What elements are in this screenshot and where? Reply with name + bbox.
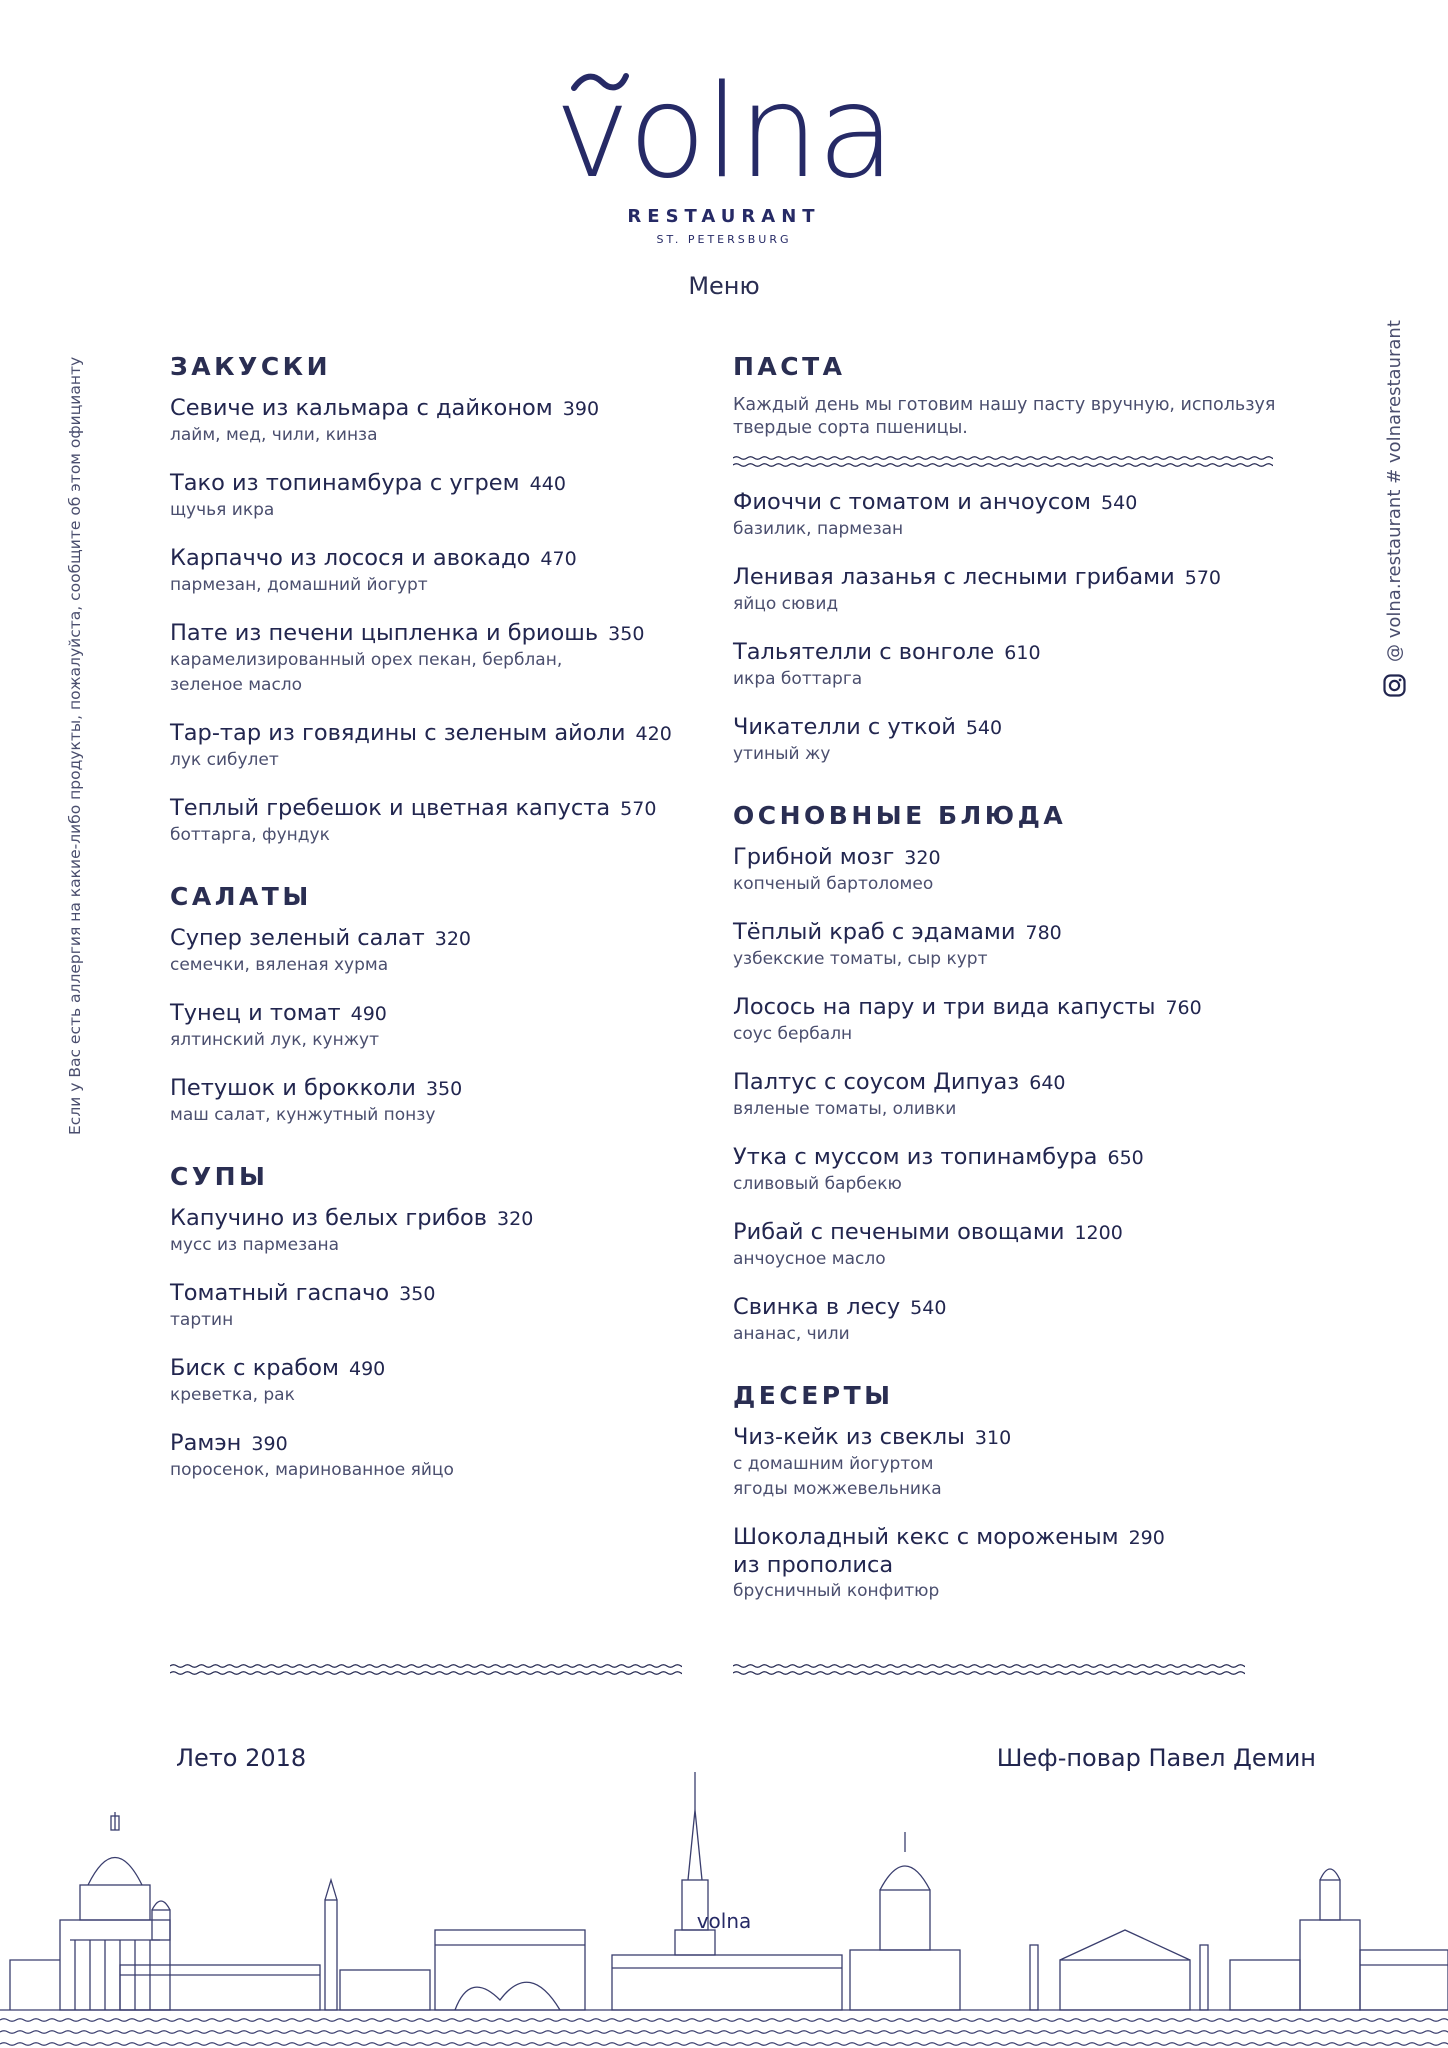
menu-item: [733, 994, 1293, 1047]
dish-line: [170, 1205, 700, 1233]
dish-description: базилик, пармезан: [733, 519, 904, 539]
brand-header: [0, 58, 1448, 246]
dish-line: [170, 795, 700, 823]
wave-divider-intro: [733, 453, 1273, 471]
menu-section: [170, 1162, 700, 1483]
dish-name: Тунец и томат: [170, 1000, 341, 1026]
dish-price: 1200: [1074, 1222, 1123, 1244]
menu-column-right: [733, 352, 1293, 1638]
menu-season: Лето 2018: [176, 1744, 307, 1772]
dish-line: [733, 714, 1293, 742]
menu-item: [733, 564, 1293, 617]
dish-description: щучья икра: [170, 500, 275, 520]
dish-description: поросенок, маринованное яйцо: [170, 1460, 454, 1480]
dish-line: [733, 994, 1293, 1022]
dish-line: [733, 1144, 1293, 1172]
dish-line: [170, 1075, 700, 1103]
menu-section: [733, 801, 1293, 1347]
social-text: @ volna.restaurant # volnarestaurant: [1384, 320, 1405, 662]
dish-price: 320: [497, 1208, 534, 1230]
menu-item: [733, 1069, 1293, 1122]
menu-section: [170, 882, 700, 1128]
menu-item: [170, 545, 700, 598]
menu-item: [733, 1424, 1293, 1502]
dish-description: соус бербалн: [733, 1024, 853, 1044]
section-title: ЗАКУСКИ: [170, 352, 332, 381]
dish-price: 490: [348, 1358, 386, 1380]
section-title: САЛАТЫ: [170, 882, 312, 911]
menu-item: [733, 844, 1293, 897]
menu-item: [170, 1075, 700, 1128]
dish-name: Палтус с соусом Дипуаз: [733, 1069, 1020, 1095]
menu-item: [170, 925, 700, 978]
dish-name: Пате из печени цыпленка и бриошь: [170, 620, 599, 646]
dish-description: креветка, рак: [170, 1385, 295, 1405]
dish-name: Супер зеленый салат: [170, 925, 425, 951]
allergy-note: Если у Вас есть аллергия на какие-либо продукты, пожалуйста, сообщите об этом официанту: [66, 356, 84, 1135]
menu-column-left: [170, 352, 700, 1517]
dish-price: 390: [251, 1433, 288, 1455]
dish-name: Грибной мозг: [733, 844, 895, 870]
dish-name: Томатный гаспачо: [170, 1280, 390, 1306]
dish-line: [170, 1000, 700, 1028]
dish-name: Рамэн: [170, 1430, 242, 1456]
menu-item: [170, 470, 700, 523]
menu-item: [170, 1280, 700, 1333]
menu-item: [170, 1205, 700, 1258]
menu-section: [733, 1381, 1293, 1604]
chef-credit: Шеф-повар Павел Демин: [996, 1744, 1316, 1772]
menu-item: [170, 720, 700, 773]
dish-description: икра боттарга: [733, 669, 863, 689]
dish-description: тартин: [170, 1310, 234, 1330]
dish-price: 540: [1101, 492, 1138, 514]
wave-divider-right: [733, 1660, 1245, 1680]
dish-name: Тар-тар из говядины с зеленым айоли: [170, 720, 626, 746]
dish-line: [733, 1424, 1293, 1452]
dish-line: [733, 564, 1293, 592]
page-title: Меню: [688, 272, 760, 300]
dish-price: 570: [620, 798, 657, 820]
dish-line: [733, 1219, 1293, 1247]
menu-item: [733, 1219, 1293, 1272]
dish-line: [733, 1069, 1293, 1097]
dish-price: 540: [965, 717, 1003, 739]
menu-item: [170, 620, 700, 698]
dish-price: 350: [608, 623, 645, 645]
section-title: ПАСТА: [733, 352, 846, 381]
menu-item: [733, 1294, 1293, 1347]
dish-price: 760: [1165, 997, 1202, 1019]
left-buildings: [120, 1880, 585, 2010]
menu-item: [170, 1430, 700, 1483]
section-title: СУПЫ: [170, 1162, 269, 1191]
dish-line: [170, 925, 700, 953]
dish-name: Севиче из кальмара с дайконом: [170, 395, 553, 421]
dish-line: [170, 1280, 700, 1308]
social-handle: [1380, 320, 1409, 700]
menu-item: [170, 1355, 700, 1408]
dish-line: [733, 639, 1293, 667]
right-buildings: [1230, 1869, 1448, 2010]
menu-item: [733, 1524, 1293, 1604]
section-title: ДЕСЕРТЫ: [733, 1381, 894, 1410]
dome-buildings: [850, 1832, 1208, 2010]
brand-subtitle: RESTAURANT: [627, 206, 821, 227]
brand-name: volna: [554, 58, 894, 207]
dish-name: Лосось на пару и три вида капусты: [733, 994, 1156, 1020]
dish-description: ягоды можжевельника: [733, 1479, 942, 1499]
menu-section: [170, 352, 700, 848]
brand-logo: [554, 58, 894, 207]
city-skyline-illustration: [0, 1770, 1448, 2048]
dish-description: зеленое масло: [170, 675, 303, 695]
menu-item: [733, 919, 1293, 972]
menu-item: [170, 395, 700, 448]
dish-name: Чиз-кейк из свеклы: [733, 1424, 965, 1450]
dish-name: Карпаччо из лосося и авокадо: [170, 545, 531, 571]
dish-line: [170, 545, 700, 573]
dish-price: 290: [1128, 1527, 1165, 1549]
dish-description: копченый бартоломео: [733, 874, 934, 894]
dish-description: брусничный конфитюр: [733, 1581, 940, 1601]
dish-name: Капучино из белых грибов: [170, 1205, 488, 1231]
dish-description: утиный жу: [733, 744, 831, 764]
dish-price: 390: [562, 398, 600, 420]
dish-description: вяленые томаты, оливки: [733, 1099, 957, 1119]
dish-description: лук сибулет: [170, 750, 279, 770]
dish-line: [170, 395, 700, 423]
section-intro: Каждый день мы готовим нашу пасту вручную, используя: [733, 395, 1276, 415]
dish-description: яйцо сювид: [733, 594, 839, 614]
water-waves: [0, 2019, 1448, 2046]
dish-description: боттарга, фундук: [170, 825, 330, 845]
dish-line: [170, 620, 700, 648]
menu-section: [733, 352, 1293, 767]
dish-description: семечки, вяленая хурма: [170, 955, 389, 975]
section-intro: твердые сорта пшеницы.: [733, 418, 968, 438]
instagram-icon: [1383, 674, 1407, 703]
wave-divider-left: [170, 1660, 682, 1680]
dish-name-continued: из прополиса: [733, 1552, 894, 1578]
menu-item: [733, 1144, 1293, 1197]
cathedral-drawing: [10, 1812, 170, 2010]
tilde-mark: [570, 72, 630, 94]
dish-line: [170, 720, 700, 748]
dish-description: маш салат, кунжутный понзу: [170, 1105, 436, 1125]
dish-description: ялтинский лук, кунжут: [170, 1030, 379, 1050]
spire-drawing: [612, 1772, 842, 2010]
dish-line: [733, 919, 1293, 947]
menu-item: [733, 714, 1293, 767]
dish-description: мусс из пармезана: [170, 1235, 340, 1255]
skyline-brand-label: volna: [696, 1909, 752, 1933]
dish-price: 490: [350, 1003, 387, 1025]
dish-price: 350: [425, 1078, 463, 1100]
dish-line: [170, 1430, 700, 1458]
dish-description: карамелизированный орех пекан, берблан,: [170, 650, 563, 670]
dish-description: с домашним йогуртом: [733, 1454, 934, 1474]
dish-price: 440: [529, 473, 566, 495]
dish-name: Свинка в лесу: [733, 1294, 901, 1320]
dish-name: Ленивая лазанья с лесными грибами: [733, 564, 1175, 590]
dish-price: 540: [910, 1297, 947, 1319]
dish-name: Тальятелли с вонголе: [733, 639, 995, 665]
dish-line: [170, 470, 700, 498]
section-title: ОСНОВНЫЕ БЛЮДА: [733, 801, 1067, 830]
menu-item: [170, 795, 700, 848]
menu-item: [733, 639, 1293, 692]
dish-description: ананас, чили: [733, 1324, 850, 1344]
dish-line: [733, 844, 1293, 872]
dish-price: 320: [434, 928, 471, 950]
menu-item: [170, 1000, 700, 1053]
dish-price: 310: [974, 1427, 1012, 1449]
dish-name: Теплый гребешок и цветная капуста: [170, 795, 611, 821]
menu-item: [733, 489, 1293, 542]
dish-price: 320: [904, 847, 941, 869]
dish-description: сливовый барбекю: [733, 1174, 902, 1194]
dish-name: Шоколадный кекс с мороженым: [733, 1524, 1119, 1550]
dish-line: [733, 489, 1293, 517]
brand-city: ST. PETERSBURG: [656, 233, 792, 246]
dish-price: 470: [540, 548, 577, 570]
dish-description: узбекские томаты, сыр курт: [733, 949, 988, 969]
dish-name: Чикателли с уткой: [733, 714, 956, 740]
dish-price: 780: [1025, 922, 1062, 944]
dish-name: Тако из топинамбура с угрем: [170, 470, 520, 496]
dish-line: [733, 1294, 1293, 1322]
dish-line: [733, 1524, 1293, 1552]
dish-name: Рибай с печеными овощами: [733, 1219, 1065, 1245]
dish-description: анчоусное масло: [733, 1249, 886, 1269]
dish-name: Фиоччи с томатом и анчоусом: [733, 489, 1092, 515]
dish-price: 570: [1184, 567, 1222, 589]
dish-price: 650: [1107, 1147, 1144, 1169]
dish-description: пармезан, домашний йогурт: [170, 575, 428, 595]
dish-price: 610: [1004, 642, 1041, 664]
dish-name: Тёплый краб с эдамами: [733, 919, 1016, 945]
dish-price: 640: [1029, 1072, 1066, 1094]
dish-name: Петушок и брокколи: [170, 1075, 416, 1101]
dish-price: 350: [399, 1283, 436, 1305]
dish-name: Биск с крабом: [170, 1355, 339, 1381]
dish-description: лайм, мед, чили, кинза: [170, 425, 378, 445]
dish-price: 420: [635, 723, 672, 745]
dish-name: Утка с муссом из топинамбура: [733, 1144, 1098, 1170]
dish-line: [170, 1355, 700, 1383]
